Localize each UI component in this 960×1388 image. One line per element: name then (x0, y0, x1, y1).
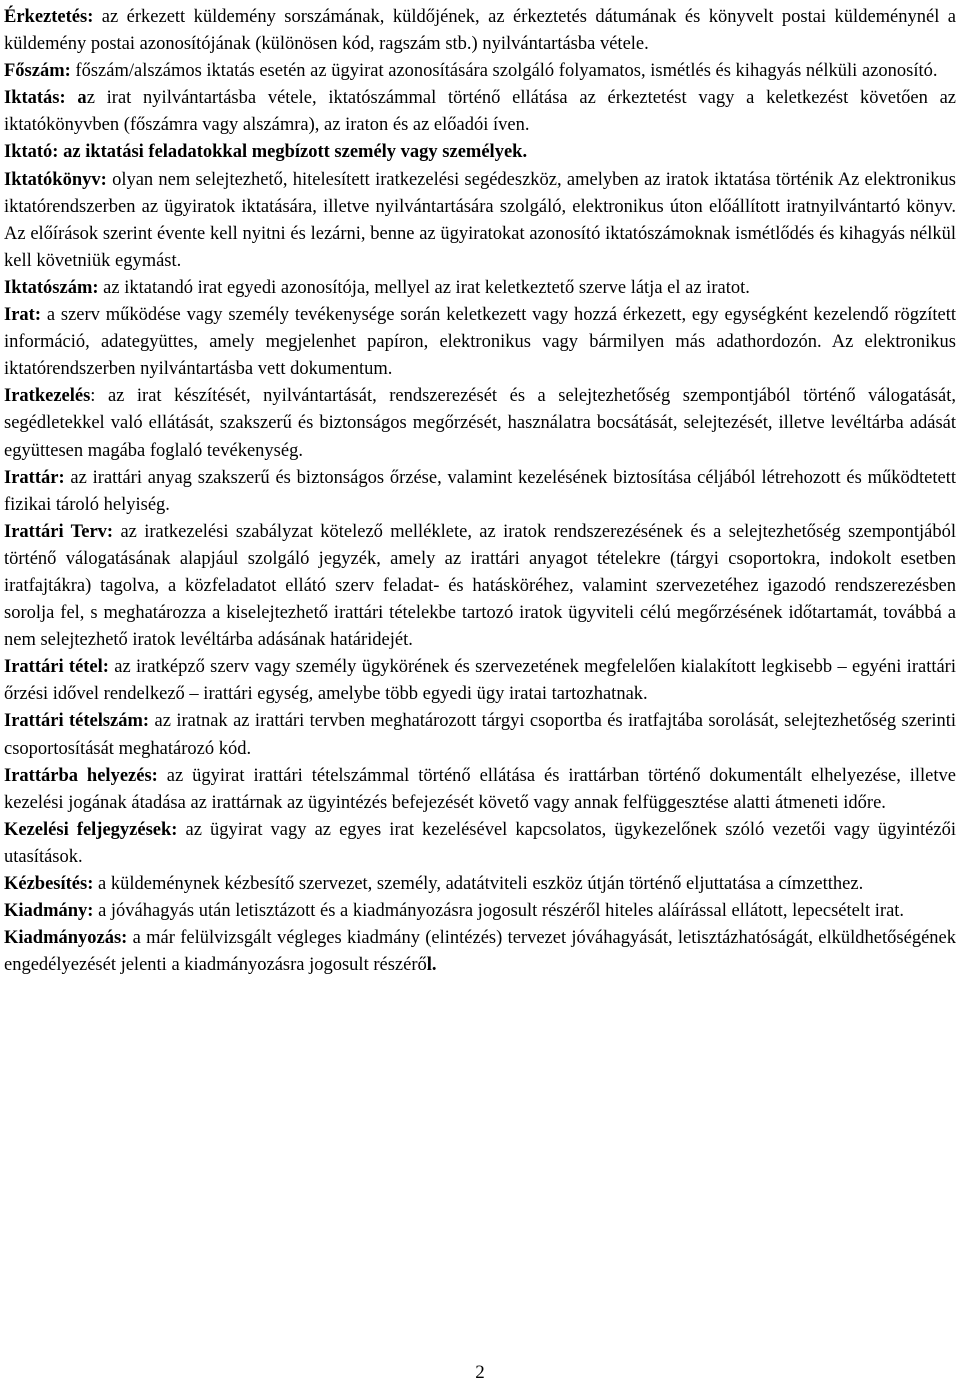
glossary-definition: az ügyirat vagy az egyes irat kezelésével kapcsolatos, ügykezelőnek szóló vezetői vagy ügyintézői utasítások. (4, 819, 956, 867)
glossary-definition: a küldeménynek kézbesítő szervezet, személy, adatátviteli eszköz útján történő eljuttatása a címzetthez. (93, 874, 864, 894)
glossary-term: Iktatás: a (4, 88, 87, 109)
glossary-term: Irattárba helyezés: (4, 765, 158, 786)
glossary-entry-iktatoszam (4, 275, 956, 302)
glossary-term: Kezelési feljegyzések: (4, 819, 178, 840)
glossary-entry-foszam (4, 58, 956, 85)
page-number: 2 (475, 1362, 485, 1383)
glossary-entry-iktatokonyv (4, 167, 956, 275)
glossary-definition: főszám/alszámos iktatás esetén az ügyirat azonosítására szolgáló folyamatos, ismétlés és kihagyás nélküli azonosító. (70, 61, 938, 82)
glossary-definition: az iratképző szerv vagy személy ügykörének és szervezetének megfelelően kialakított legkisebb – egyéni irattári őrzési idővel rendelkező – irattári egység, amelybe több egyedi ügy iratai tartozhatnak. (4, 657, 956, 705)
glossary-entry-irattari-tetel (4, 654, 956, 708)
glossary-term: Iktatószám: (4, 277, 99, 298)
glossary-entry-kezelesi-feljegyzesek (4, 817, 956, 871)
glossary-definition: a jóváhagyás után letisztázott és a kiadmányozásra jogosult részéről hiteles aláírással ellátott, lepecsételt irat. (93, 901, 905, 922)
glossary-term: Iktató: (4, 142, 59, 163)
glossary-term: Főszám: (4, 61, 71, 82)
glossary-definition: az iratkezelési szabályzat kötelező melléklete, az iratok rendszerezésének és a selejtezhetőség szempontjából történő válogatásának alapjául szolgáló jegyzék, amely az irattári anyagot tételekre (tárgyi csoportokra, indokolt esetben iratfajtákra) tagolva, a közfeladatot ellátó szerv feladat- és hatásköréhez, valamint szervezetéhez igazodó rendszerezésben sorolja fel, s meghatározza a kiselejtezhető irattári tételekbe tartozó iratok ügyviteli célú megőrzésének időtartamát, továbbá a nem selejtezhető iratok levéltárba adásának határidejét. (4, 521, 956, 651)
glossary-entry-irat (4, 302, 956, 383)
glossary-term: Kiadmányozás: (4, 928, 128, 949)
glossary-entry-irattari-terv (4, 519, 956, 654)
glossary-definition: az ügyirat irattári tételszámmal történő ellátása és irattárban történő dokumentált elhelyezése, illetve kezelési jogának átadása az irattárnak az ügyintézés befejezését követő vagy annak felfüggesztése alatti átmeneti időre. (4, 765, 956, 813)
glossary-term: Irattári tétel: (4, 657, 109, 678)
glossary-entry-irattar (4, 465, 956, 519)
glossary-entry-irattarba-helyezes (4, 763, 956, 817)
glossary-definition: az irattári anyag szakszerű és biztonságos őrzése, valamint kezelésének biztosítása céljából létrehozott és működtetett fizikai tároló helyiség. (4, 467, 956, 515)
glossary-term: Irat: (4, 305, 41, 326)
glossary-entry-kiadmanyozas (4, 925, 956, 979)
document-page (4, 4, 956, 979)
glossary-entry-erkeztetes (4, 4, 956, 58)
glossary-entry-kiadmany (4, 898, 956, 925)
glossary-term: Irattári Terv: (4, 521, 114, 542)
glossary-term: Irattári tételszám: (4, 711, 150, 732)
glossary-definition: z irat nyilvántartásba vétele, iktatószámmal történő ellátása az érkeztetést vagy a keletkezést követően az iktatókönyvben (főszámra vagy alszámra), az iraton és az előadói íven. (4, 88, 957, 136)
glossary-definition: az érkezett küldemény sorszámának, küldőjének, az érkeztetés dátumának és könyvelt postai küldeménynél a küldemény postai azonosítójának (különösen kód, ragszám stb.) nyilvántartásba vétele. (4, 7, 956, 55)
glossary-definition: a már felülvizsgált végleges kiadmány (elintézés) tervezet jóváhagyását, letisztázhatóságát, elküldhetőségének engedélyezését jelenti a kiadmányozásra jogosult részérő (4, 928, 956, 976)
glossary-definition: az iktatandó irat egyedi azonosítója, mellyel az irat keletkeztető szerve látja el az iratot. (98, 277, 750, 298)
glossary-definition: : az irat készítését, nyilvántartását, rendszerezését és a selejtezhetőség szempontjából történő válogatását, segédletekkel való ellátását, szakszerű és biztonságos megőrzését, használatra bocsátását, selejtezését, illetve levéltárba adását együttesen magába foglaló tevékenység. (4, 386, 956, 461)
glossary-term: Kiadmány: (4, 901, 94, 922)
glossary-term: Érkeztetés: (4, 7, 94, 27)
glossary-term: Kézbesítés: (4, 874, 94, 894)
glossary-term: Iratkezelés (4, 386, 91, 407)
glossary-entry-irattari-tetelszam (4, 708, 956, 762)
glossary-definition: olyan nem selejtezhető, hitelesített iratkezelési segédeszköz, amelyben az iratok iktatása történik Az elektronikus iktatórendszerben az ügyiratok iktatására, illetve nyilvántartására szolgáló, elektronikus úton előállított iratnyilvántartó könyv. Az előírások szerint évente kell nyitni és lezárni, benne az ügyiratokat azonosító iktatószámoknak ismétlődés és kihagyás nélkül kell követniük egymást. (4, 169, 956, 271)
glossary-definition: az iktatási feladatokkal megbízott személy vagy személyek. (58, 142, 528, 163)
glossary-definition: az iratnak az irattári tervben meghatározott tárgyi csoportba és iratfajtába sorolását, selejtezhetőség szerinti csoportosítását meghatározó kód. (4, 711, 956, 759)
glossary-entry-kezbesites (4, 871, 956, 898)
glossary-entry-iratkezeles (4, 383, 956, 464)
glossary-term: Irattár: (4, 467, 65, 488)
glossary-entry-iktato (4, 139, 956, 166)
glossary-definition: a szerv működése vagy személy tevékenysége során keletkezett vagy hozzá érkezett, egy egységként kezelendő rögzített információ, adategyüttes, amely megjelenhet papíron, elektronikus vagy bármilyen más adathordozón. Az elektronikus iktatórendszerben nyilvántartásba vett dokumentum. (4, 305, 956, 380)
glossary-term: Iktatókönyv: (4, 169, 107, 190)
glossary-entry-iktatas (4, 85, 956, 139)
glossary-definition-tail: l. (426, 955, 437, 976)
